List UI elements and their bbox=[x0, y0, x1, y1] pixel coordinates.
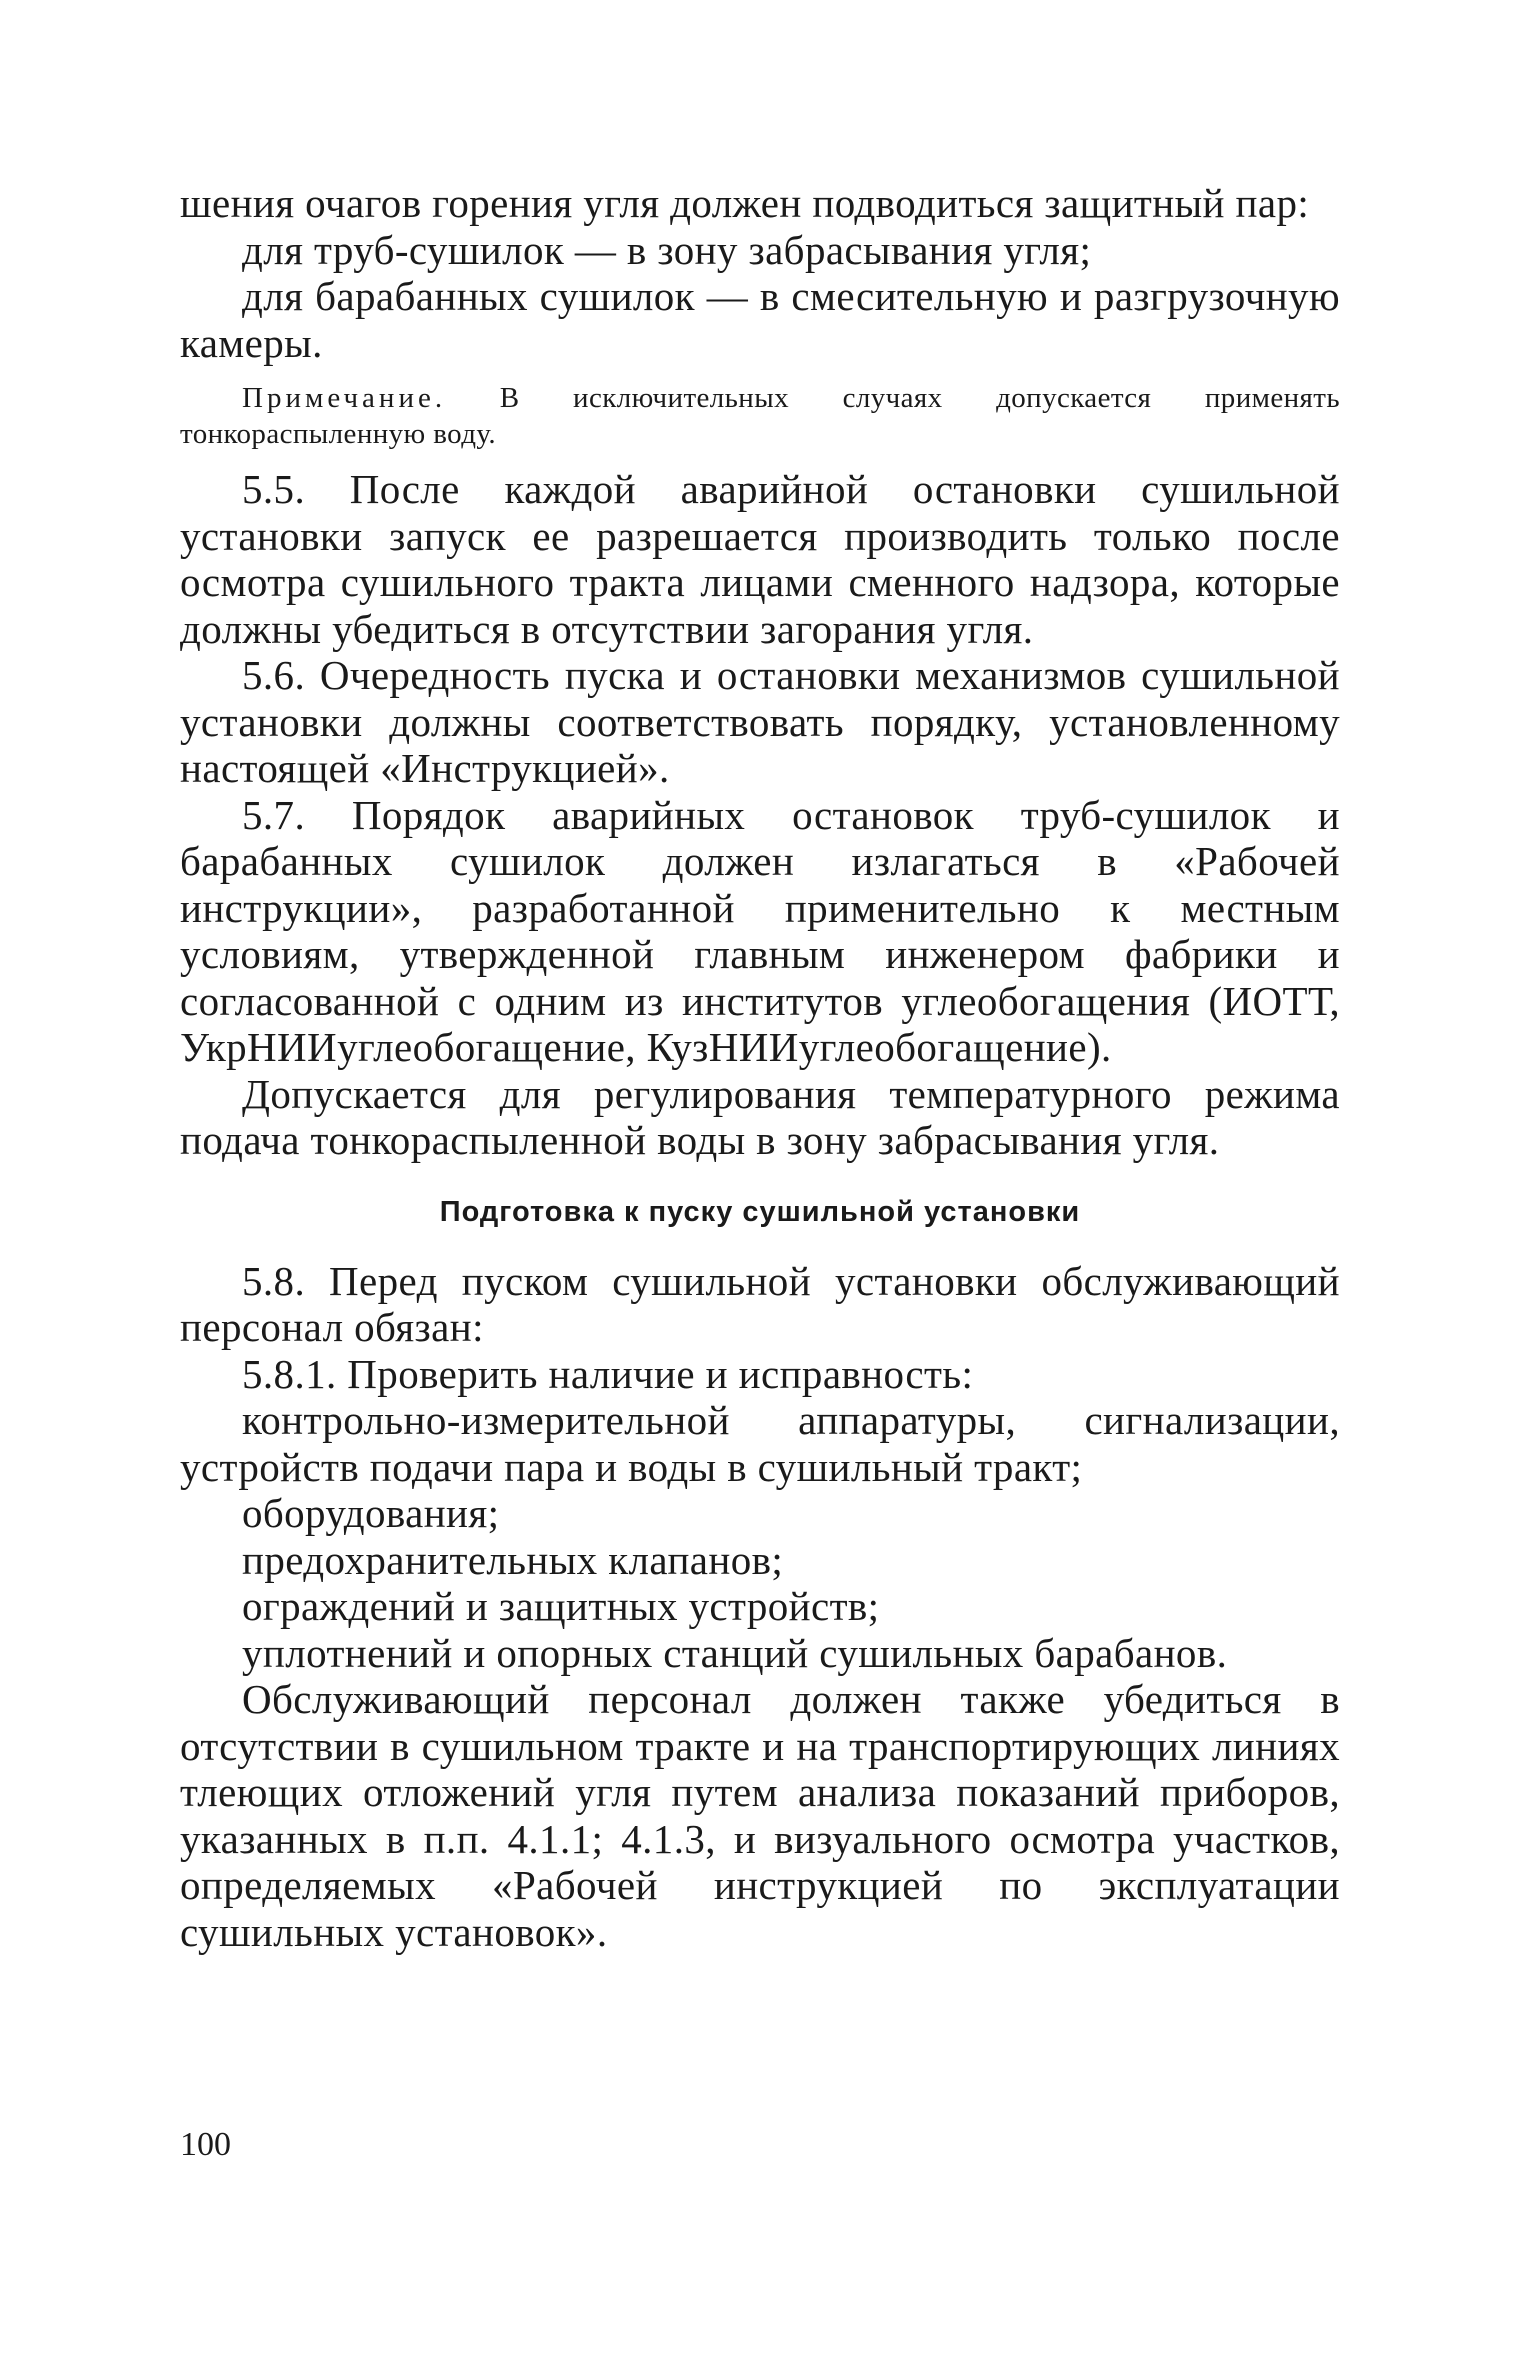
list-item-safety-valves: предохранительных клапанов; bbox=[242, 1536, 784, 1583]
paragraph-personnel-check: Обслуживающий персонал должен также убедиться в отсутствии в сушильном тракте и на транспортирующих линиях тлеющих отложений угля путем анализа показаний приборов, указанных в п.п. 4.1.1; 4.1.3, и визуального осмотра участков, определяемых «Рабочей инструкцией по эксплуатации сушильных установок». bbox=[180, 1676, 1340, 1955]
section-heading: Подготовка к пуску сушильной установки bbox=[439, 1195, 1081, 1228]
paragraph-5-7: 5.7. Порядок аварийных остановок труб-сушилок и барабанных сушилок должен излагаться в «Рабочей инструкции», разработанной применительно к местным условиям, утвержденной главным инженером фабрики и согласованной с одним из институтов углеобогащения (ИОТТ, УкрНИИуглеобогащение, КузНИИуглеобогащение). bbox=[180, 791, 1340, 1070]
list-item-drum-dryers: для барабанных сушилок — в смесительную и разгрузочную камеры. bbox=[180, 273, 1340, 366]
list-item-instrumentation: контрольно-измерительной аппаратуры, сигнализации, устройств подачи пара и воды в сушильный тракт; bbox=[180, 1397, 1340, 1490]
page-body bbox=[180, 180, 1340, 1955]
note bbox=[180, 380, 1340, 452]
paragraph-5-6: 5.6. Очередность пуска и остановки механизмов сушильной установки должны соответствовать порядку, установленному настоящей «Инструкцией». bbox=[180, 652, 1340, 791]
list-item-seals: уплотнений и опорных станций сушильных барабанов. bbox=[242, 1629, 1228, 1676]
paragraph-5-8: 5.8. Перед пуском сушильной установки обслуживающий персонал обязан: bbox=[180, 1257, 1340, 1350]
list-item-tube-dryers: для труб-сушилок — в зону забрасывания угля; bbox=[242, 226, 1092, 273]
paragraph-5-8-1: 5.8.1. Проверить наличие и исправность: bbox=[242, 1350, 974, 1397]
list-item-equipment: оборудования; bbox=[242, 1490, 500, 1536]
page-number: 100 bbox=[180, 2126, 231, 2163]
note-label: Примечание. bbox=[242, 382, 447, 414]
paragraph-water-regulation: Допускается для регулирования температурного режима подача тонкораспыленной воды в зону забрасывания угля. bbox=[180, 1070, 1340, 1163]
list-item-guards: ограждений и защитных устройств; bbox=[242, 1583, 880, 1629]
paragraph-5-5: 5.5. После каждой аварийной остановки сушильной установки запуск ее разрешается производить только после осмотра сушильного тракта лицами сменного надзора, которые должны убедиться в отсутствии загорания угля. bbox=[180, 466, 1340, 652]
paragraph-steam-intro: шения очагов горения угля должен подводиться защитный пар: bbox=[180, 180, 1310, 226]
note-text: В исключительных случаях допускается применять тонкораспыленную воду. bbox=[180, 382, 1340, 450]
